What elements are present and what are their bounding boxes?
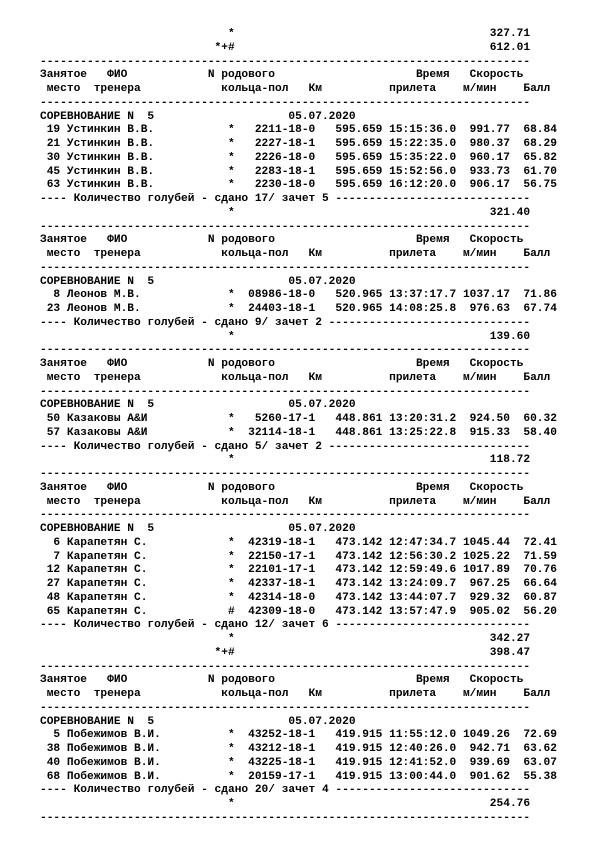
table-header-row-1: Занятое ФИО N родового Время Скорость <box>40 674 524 687</box>
table-row: 6 Карапетян С. * 42319-18-1 473.142 12:47:34.7 1045.44 72.41 <box>40 536 557 549</box>
table-row: 50 Казаковы А&И * 5260-17-1 448.861 13:20:31.2 924.50 60.32 <box>40 413 557 425</box>
separator-line: ------------------------------------------------------------------------- <box>40 344 531 357</box>
table-row: 63 Устинкин В.В. * 2230-18-0 595.659 16:12:20.0 906.17 56.75 <box>40 179 557 192</box>
competition-line: СОРЕВНОВАНИЕ N 5 05.07.2020 <box>40 715 356 728</box>
table-row: 8 Леонов М.В. * 08986-18-0 520.965 13:37:17.7 1037.17 71.86 <box>40 289 557 302</box>
block-total: * 118.72 <box>40 454 531 467</box>
table-row: 5 Побежимов В.И. * 43252-18-1 419.915 11:55:12.0 1049.26 72.69 <box>40 729 557 742</box>
table-header-row-1: Занятое ФИО N родового Время Скорость <box>40 234 524 247</box>
table-header-row-2: место тренера кольца-пол Км прилета м/мин Балл <box>40 371 551 384</box>
summary-total: *+# 612.01 <box>40 41 531 54</box>
separator-line: ------------------------------------------------------------------------- <box>40 509 531 522</box>
count-footer: ---- Количество голубей - сдано 5/ зачет 2 ------------------------------ <box>40 440 531 453</box>
table-row: 7 Карапетян С. * 22150-17-1 473.142 12:56:30.2 1025.22 71.59 <box>40 550 557 563</box>
table-row: 65 Карапетян С. # 42309-18-0 473.142 13:57:47.9 905.02 56.20 <box>40 605 557 618</box>
separator-line: ------------------------------------------------------------------------- <box>40 55 531 68</box>
count-footer: ---- Количество голубей - сдано 9/ зачет 2 ------------------------------ <box>40 316 531 329</box>
separator-line: ------------------------------------------------------------------------- <box>40 261 531 274</box>
separator-line: ------------------------------------------------------------------------- <box>40 660 531 673</box>
count-footer: ---- Количество голубей - сдано 12/ зачет 6 ----------------------------- <box>40 619 531 632</box>
separator-line: ------------------------------------------------------------------------- <box>40 96 531 109</box>
table-row: 21 Устинкин В.В. * 2227-18-1 595.659 15:22:35.0 980.37 68.29 <box>40 138 557 150</box>
table-row: 68 Побежимов В.И. * 20159-17-1 419.915 13:00:44.0 901.62 55.38 <box>40 770 557 783</box>
competition-line: СОРЕВНОВАНИЕ N 5 05.07.2020 <box>40 110 356 123</box>
count-footer: ---- Количество голубей - сдано 17/ зачет 5 ----------------------------- <box>40 193 531 205</box>
table-header-row-2: место тренера кольца-пол Км прилета м/мин Балл <box>40 248 551 260</box>
results-document <box>40 28 557 826</box>
table-row: 30 Устинкин В.В. * 2226-18-0 595.659 15:35:22.0 960.17 65.82 <box>40 151 557 164</box>
table-row: 19 Устинкин В.В. * 2211-18-0 595.659 15:15:36.0 991.77 68.84 <box>40 124 557 137</box>
separator-line: ------------------------------------------------------------------------- <box>40 811 531 824</box>
table-row: 40 Побежимов В.И. * 43225-18-1 419.915 12:41:52.0 939.69 63.07 <box>40 756 557 769</box>
separator-line: ------------------------------------------------------------------------- <box>40 220 531 233</box>
block-total: * 342.27 <box>40 633 531 645</box>
block-total: * 254.76 <box>40 798 531 810</box>
separator-line: ------------------------------------------------------------------------- <box>40 468 531 480</box>
table-header-row-1: Занятое ФИО N родового Время Скорость <box>40 358 524 370</box>
table-header-row-1: Занятое ФИО N родового Время Скорость <box>40 481 524 494</box>
table-row: 57 Казаковы А&И * 32114-18-1 448.861 13:25:22.8 915.33 58.40 <box>40 426 557 439</box>
table-header-row-2: место тренера кольца-пол Км прилета м/мин Балл <box>40 495 551 508</box>
count-footer: ---- Количество голубей - сдано 20/ зачет 4 ----------------------------- <box>40 784 531 797</box>
separator-line: ------------------------------------------------------------------------- <box>40 385 531 398</box>
table-row: 38 Побежимов В.И. * 43212-18-1 419.915 12:40:26.0 942.71 63.62 <box>40 743 557 755</box>
table-header-row-2: место тренера кольца-пол Км прилета м/мин Балл <box>40 83 551 95</box>
table-header-row-1: Занятое ФИО N родового Время Скорость <box>40 69 524 82</box>
table-row: 48 Карапетян С. * 42314-18-0 473.142 13:44:07.7 929.32 60.87 <box>40 591 557 604</box>
competition-line: СОРЕВНОВАНИЕ N 5 05.07.2020 <box>40 523 356 535</box>
summary-total: * 327.71 <box>40 28 531 40</box>
separator-line: ------------------------------------------------------------------------- <box>40 701 531 714</box>
block-total: *+# 398.47 <box>40 646 531 659</box>
block-total: * 321.40 <box>40 206 531 219</box>
table-header-row-2: место тренера кольца-пол Км прилета м/мин Балл <box>40 688 551 700</box>
table-row: 45 Устинкин В.В. * 2283-18-1 595.659 15:52:56.0 933.73 61.70 <box>40 165 557 178</box>
competition-line: СОРЕВНОВАНИЕ N 5 05.07.2020 <box>40 399 356 412</box>
competition-line: СОРЕВНОВАНИЕ N 5 05.07.2020 <box>40 275 356 288</box>
block-total: * 139.60 <box>40 330 531 343</box>
table-row: 23 Леонов М.В. * 24403-18-1 520.965 14:08:25.8 976.63 67.74 <box>40 303 557 315</box>
table-row: 12 Карапетян С. * 22101-17-1 473.142 12:59:49.6 1017.89 70.76 <box>40 564 557 577</box>
table-row: 27 Карапетян С. * 42337-18-1 473.142 13:24:09.7 967.25 66.64 <box>40 578 557 590</box>
